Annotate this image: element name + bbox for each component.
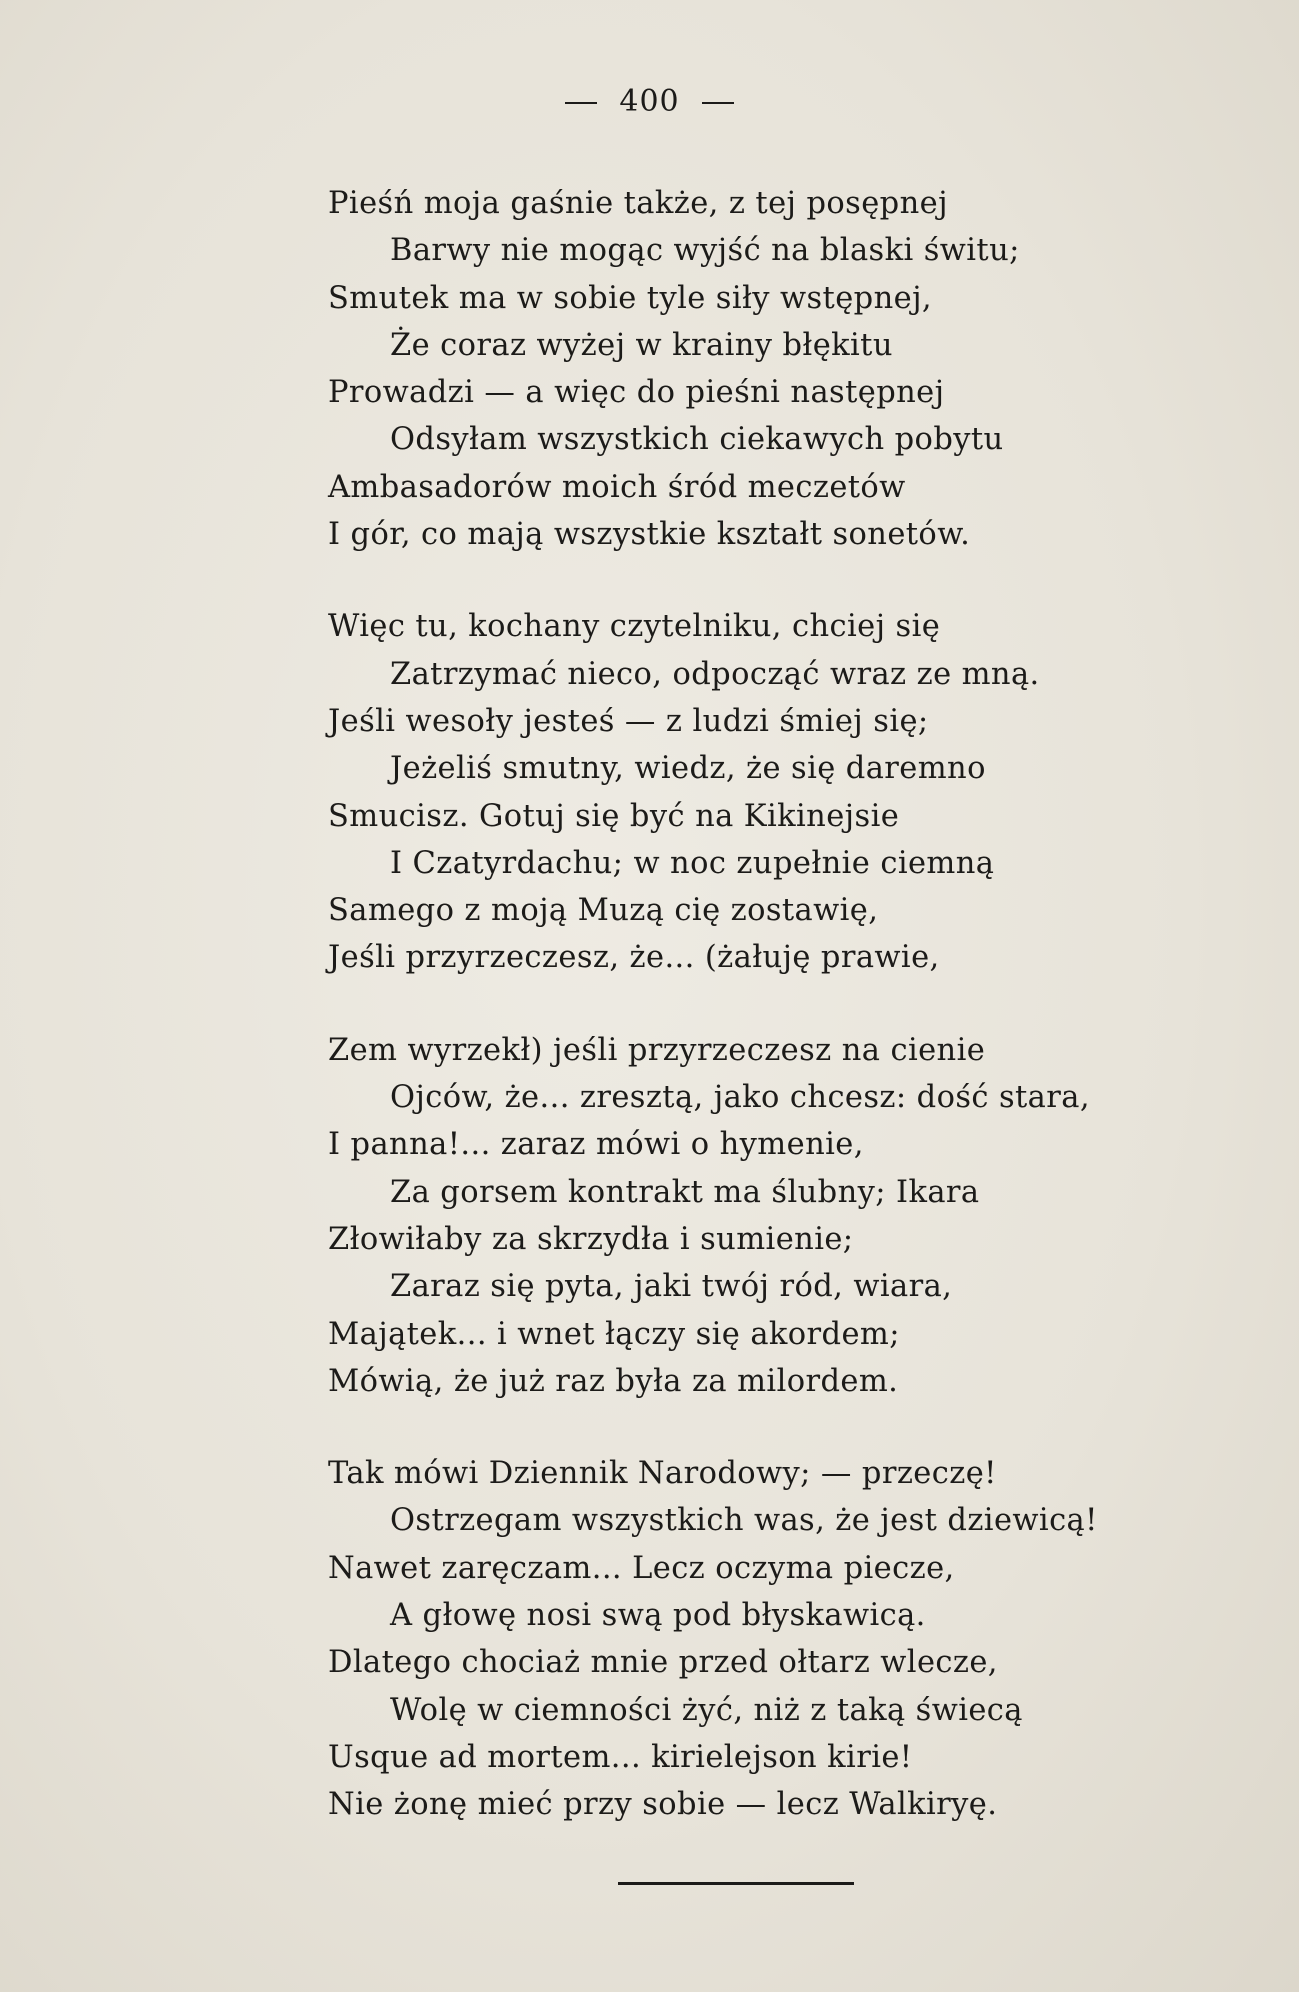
verse-line: Odsyłam wszystkich ciekawych pobytu — [390, 422, 1004, 458]
verse-line: Zem wyrzekł) jeśli przyrzeczesz na cienie — [328, 1032, 986, 1068]
verse-line: Ojców, że... zresztą, jako chcesz: dość stara, — [390, 1080, 1090, 1116]
stanza — [328, 1450, 1208, 1828]
verse-line: Jeśli przyrzeczesz, że... (żałuję prawie, — [328, 940, 940, 976]
verse-line: Więc tu, kochany czytelniku, chciej się — [328, 609, 941, 645]
closing-rule — [618, 1882, 854, 1885]
stanza — [328, 180, 1208, 558]
verse-line: I gór, co mają wszystkie kształt sonetów. — [328, 517, 971, 553]
verse-line: Za gorsem kontrakt ma ślubny; Ikara — [390, 1174, 980, 1210]
page-number-header — [0, 84, 1299, 119]
verse-line: Jeżeliś smutny, wiedz, że się daremno — [390, 751, 986, 787]
verse-line: Że coraz wyżej w krainy błękitu — [390, 327, 893, 363]
verse-line: Ostrzegam wszystkich was, że jest dziewicą! — [390, 1503, 1098, 1539]
verse-line: I Czatyrdachu; w noc zupełnie ciemną — [390, 845, 995, 881]
verse-line: Zatrzymać nieco, odpocząć wraz ze mną. — [390, 656, 1040, 692]
verse-line: Usque ad mortem... kirielejson kirie! — [328, 1739, 913, 1775]
page-number-dash-right — [702, 102, 734, 104]
verse-line: Smucisz. Gotuj się być na Kikinejsie — [328, 798, 900, 834]
verse-line: Nie żonę mieć przy sobie — lecz Walkiryę. — [328, 1787, 998, 1823]
verse-line: Jeśli wesoły jesteś — z ludzi śmiej się; — [328, 703, 929, 739]
verse-line: Dlatego chociaż mnie przed ołtarz wlecze, — [328, 1645, 998, 1681]
verse-line: Złowiłaby za skrzydła i sumienie; — [328, 1221, 854, 1257]
verse-line: Barwy nie mogąc wyjść na blaski świtu; — [390, 233, 1020, 269]
verse-line: Wolę w ciemności żyć, niż z taką świecą — [390, 1692, 1023, 1728]
poem-body — [328, 180, 1208, 1874]
stanza — [328, 603, 1208, 981]
stanza — [328, 1027, 1208, 1405]
verse-line: Samego z moją Muzą cię zostawię, — [328, 893, 879, 929]
verse-line: Ambasadorów moich śród meczetów — [328, 469, 906, 505]
page-number-dash-left — [565, 102, 597, 104]
verse-line: Zaraz się pyta, jaki twój ród, wiara, — [390, 1269, 953, 1305]
verse-line: I panna!... zaraz mówi o hymenie, — [328, 1127, 864, 1163]
verse-line: Mówią, że już raz była za milordem. — [328, 1363, 899, 1399]
verse-line: Prowadzi — a więc do pieśni następnej — [328, 375, 945, 411]
page-number: 400 — [619, 84, 680, 119]
verse-line: Pieśń moja gaśnie także, z tej posępnej — [328, 186, 948, 221]
verse-line: Nawet zaręczam... Lecz oczyma piecze, — [328, 1550, 955, 1586]
verse-line: Tak mówi Dziennik Narodowy; — przeczę! — [328, 1456, 997, 1492]
verse-line: A głowę nosi swą pod błyskawicą. — [390, 1598, 926, 1634]
verse-line: Smutek ma w sobie tyle siły wstępnej, — [328, 280, 933, 316]
verse-line: Majątek... i wnet łączy się akordem; — [328, 1316, 900, 1352]
